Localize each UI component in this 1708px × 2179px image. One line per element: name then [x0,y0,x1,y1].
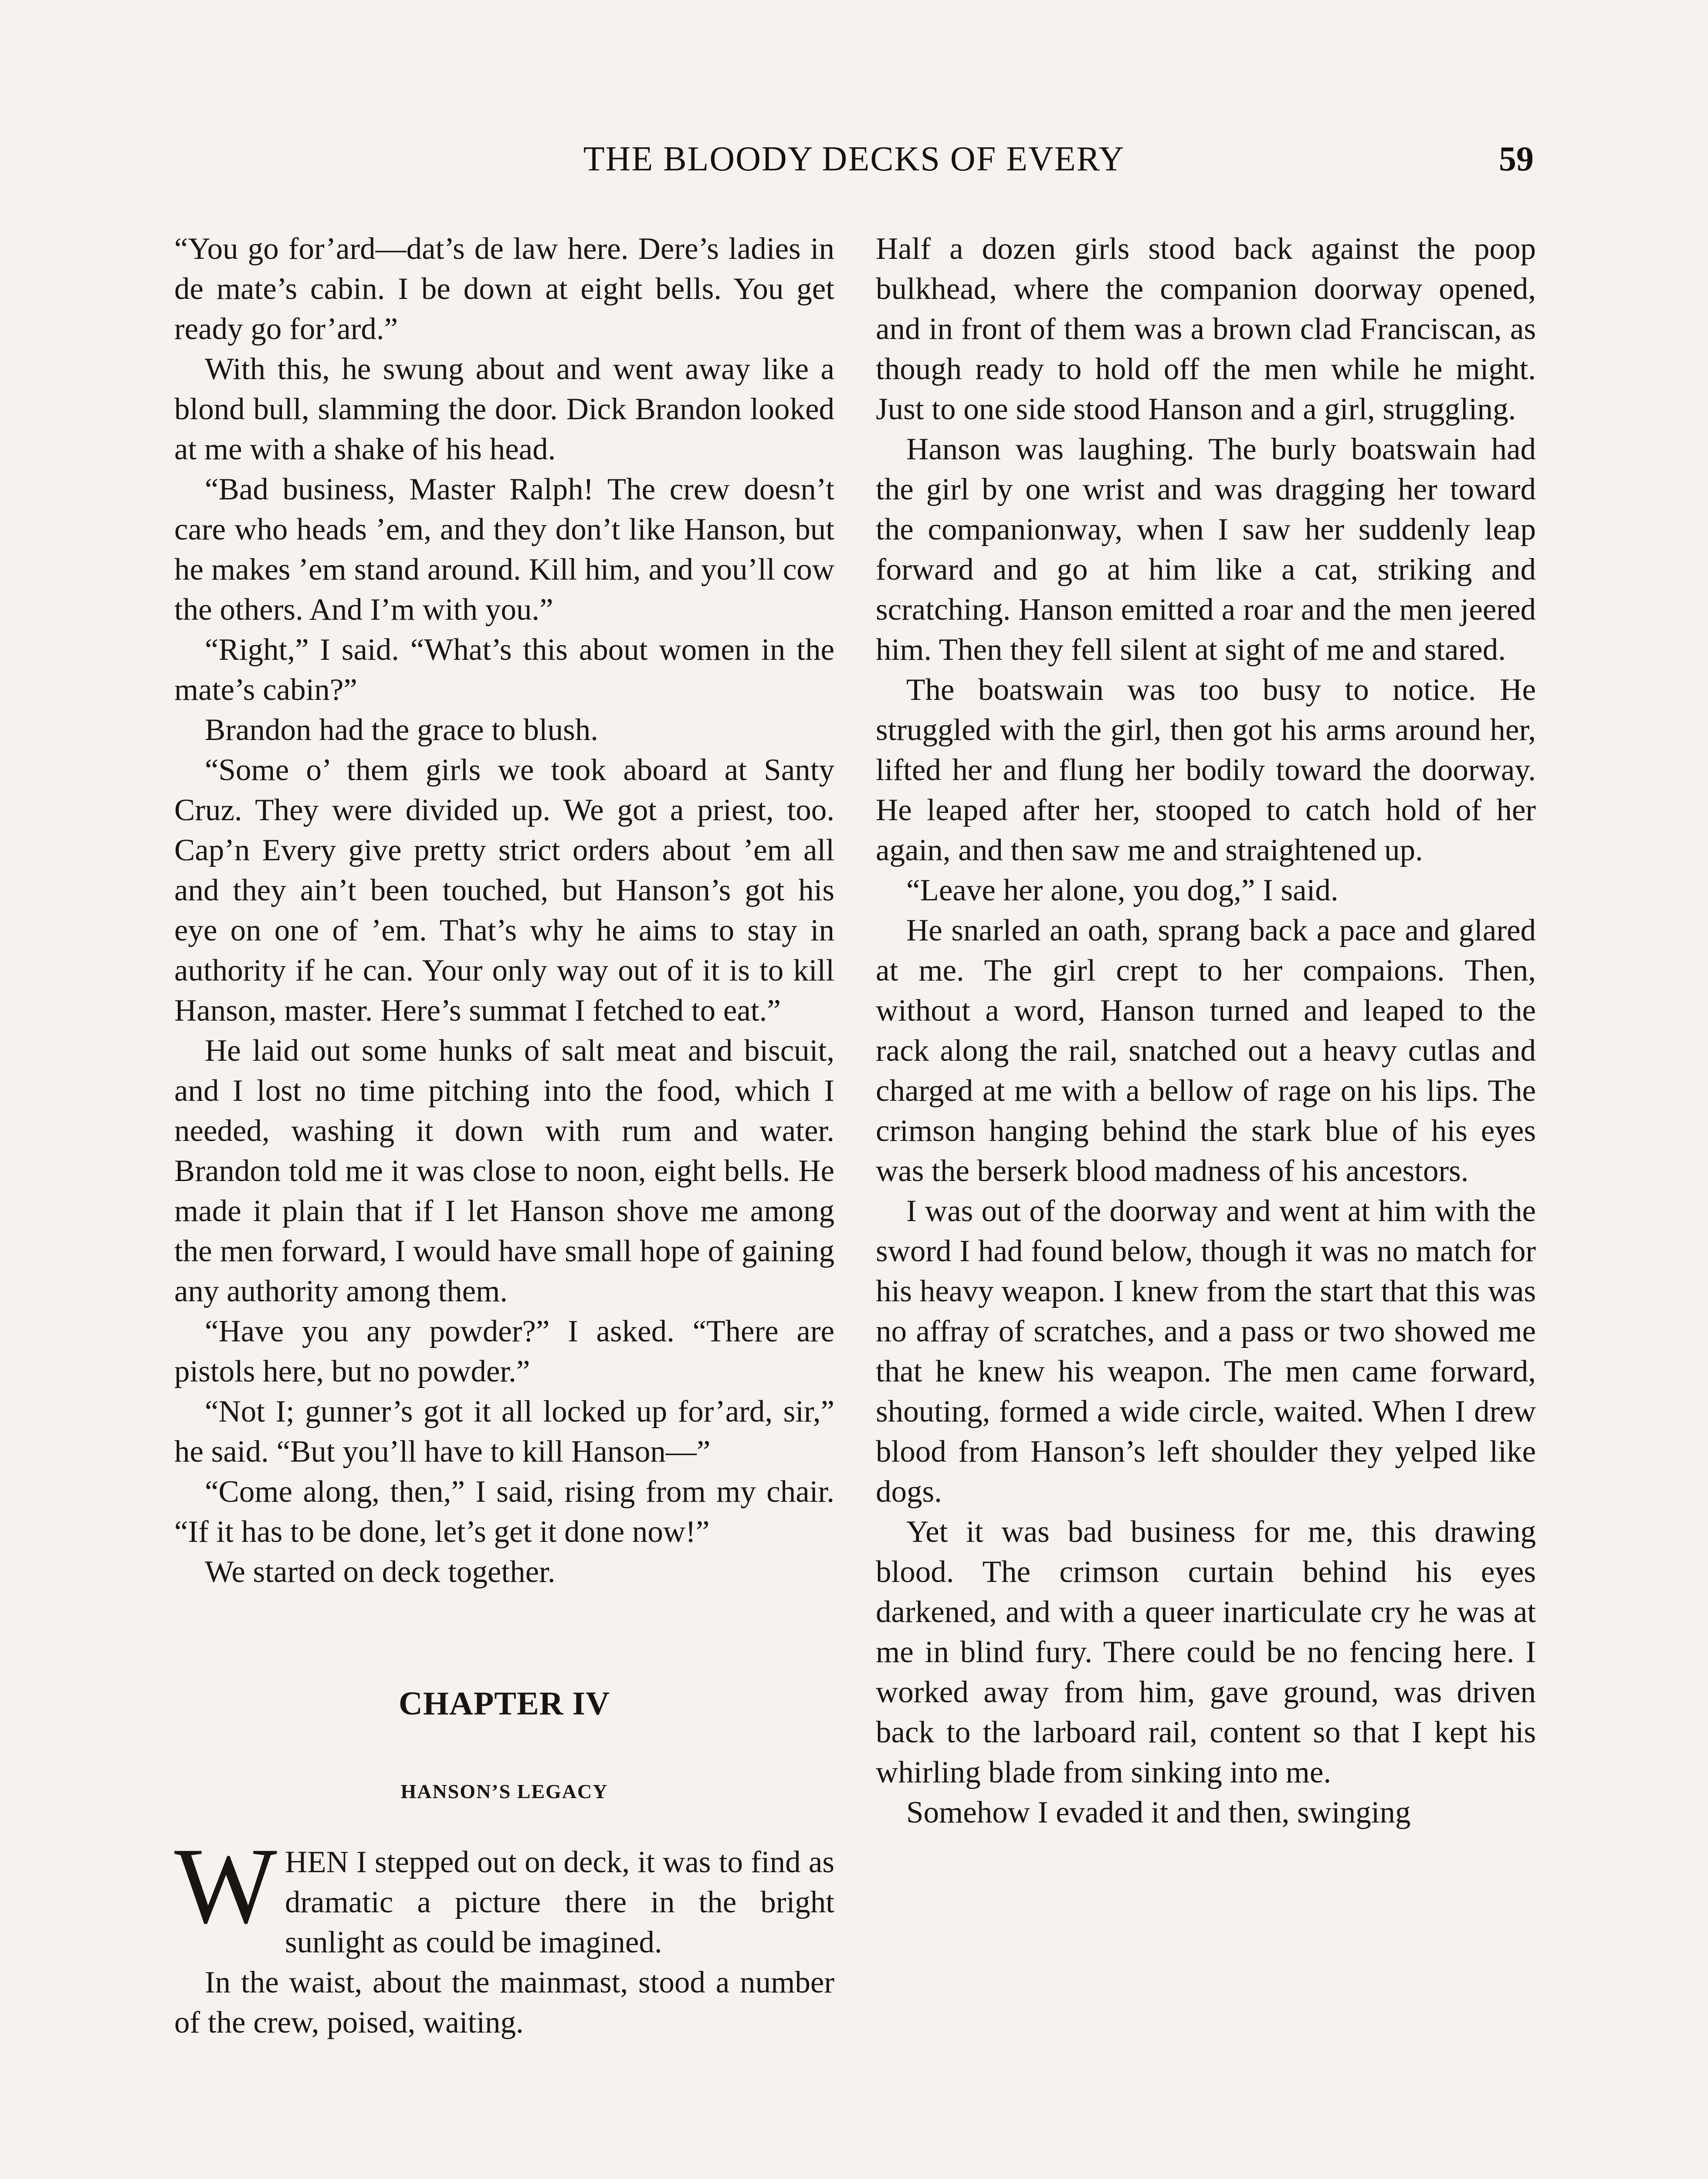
paragraph: “Have you any powder?” I asked. “There are pistols here, but no powder.” [174,1314,834,1388]
paragraph: He snarled an oath, sprang back a pace and glared at me. The girl crept to her compaions. Then, without a word, Hanson turned and leaped to the rack along the rail, snatched out a heavy cutlas and charged at me with a bellow of rage on his lips. The crimson hanging behind the stark blue of his eyes was the berserk blood madness of his ancestors. [876,913,1536,1188]
paragraph: He laid out some hunks of salt meat and biscuit, and I lost no time pitching into the food, which I needed, washing it down with rum and water. Brandon told me it was close to noon, eight bells. He made it plain that if I let Hanson shove me among the men forward, I would have small hope of gaining any authority among them. [174,1034,834,1308]
paragraph: “Bad business, Master Ralph! The crew doesn’t care who heads ’em, and they don’t like Hanson, but he makes ’em stand around. Kill him, and you’ll cow the others. And I’m with you.” [174,472,834,627]
right-column [876,229,1536,1833]
paragraph: The boatswain was too busy to notice. He struggled with the girl, then got his arms around her, lifted her and flung her bodily toward the doorway. He leaped after her, stooped to catch hold of her again, and then saw me and straightened up. [876,673,1536,867]
paragraph: “Not I; gunner’s got it all locked up for’ard, sir,” he said. “But you’ll have to kill Hanson—” [174,1395,834,1469]
drop-cap: W [174,1826,277,1946]
paragraph: I was out of the doorway and went at him with the sword I had found below, though it was no match for his heavy weapon. I knew from the start that this was no affray of scratches, and a pass or two showed me that he knew his weapon. The men came forward, shouting, formed a wide circle, waited. When I drew blood from Hanson’s left shoulder they yelped like dogs. [876,1194,1536,1509]
paragraph: “Come along, then,” I said, rising from my chair. “If it has to be done, let’s get it done now!” [174,1475,834,1549]
paragraph: “Right,” I said. “What’s this about women in the mate’s cabin?” [174,633,834,707]
paragraph: “Some o’ them girls we took aboard at Santy Cruz. They were divided up. We got a priest, too. Cap’n Every give pretty strict orders about ’em all and they ain’t been touched, but Hanson’s got his eye on one of ’em. That’s why he aims to stay in authority if he can. Your only way out of it is to kill Hanson, master. Here’s summat I fetched to eat.” [174,753,834,1028]
paragraph: Hanson was laughing. The burly boatswain had the girl by one wrist and was dragging her toward the companionway, when I saw her suddenly leap forward and go at him like a cat, striking and scratching. Hanson emitted a roar and the men jeered him. Then they fell silent at sight of me and stared. [876,432,1536,667]
paragraph: Brandon had the grace to blush. [205,713,599,747]
page-number: 59 [1499,140,1534,178]
chapter-subheading: HANSON’S LEGACY [400,1780,608,1802]
paragraph: Somehow I evaded it and then, swinging [906,1795,1411,1829]
paragraph: Half a dozen girls stood back against the poop bulkhead, where the companion doorway opened, and in front of them was a brown clad Franciscan, as though ready to hold off the men while he might. Just to one side stood Hanson and a girl, struggling. [876,232,1536,426]
running-head [174,131,1534,200]
paragraph: We started on deck together. [205,1555,556,1589]
paragraph: With this, he swung about and went away like a blond bull, slamming the door. Dick Brandon looked at me with a shake of his head. [174,352,834,466]
paragraph: Yet it was bad business for me, this drawing blood. The crimson curtain behind his eyes darkened, and with a queer inarticulate cry he was at me in blind fury. There could be no fencing here. I worked away from him, gave ground, was driven back to the larboard rail, content so that I kept his whirling blade from sinking into me. [876,1515,1536,1789]
running-title: THE BLOODY DECKS OF EVERY [583,140,1125,178]
chapter-opening-text: HEN I stepped out on deck, it was to find as dramatic a picture there in the bright sunlight as could be imagined. [285,1845,834,1959]
chapter-opening-paragraph [174,1826,834,1962]
paragraph: In the waist, about the mainmast, stood a number of the crew, poised, waiting. [174,1965,834,2040]
left-column [174,229,834,2043]
paragraph: “You go for’ard—dat’s de law here. Dere’s ladies in de mate’s cabin. I be down at eight bells. You get ready go for’ard.” [174,232,834,346]
paragraph: “Leave her alone, you dog,” I said. [906,873,1339,907]
chapter-heading: CHAPTER IV [398,1685,610,1722]
